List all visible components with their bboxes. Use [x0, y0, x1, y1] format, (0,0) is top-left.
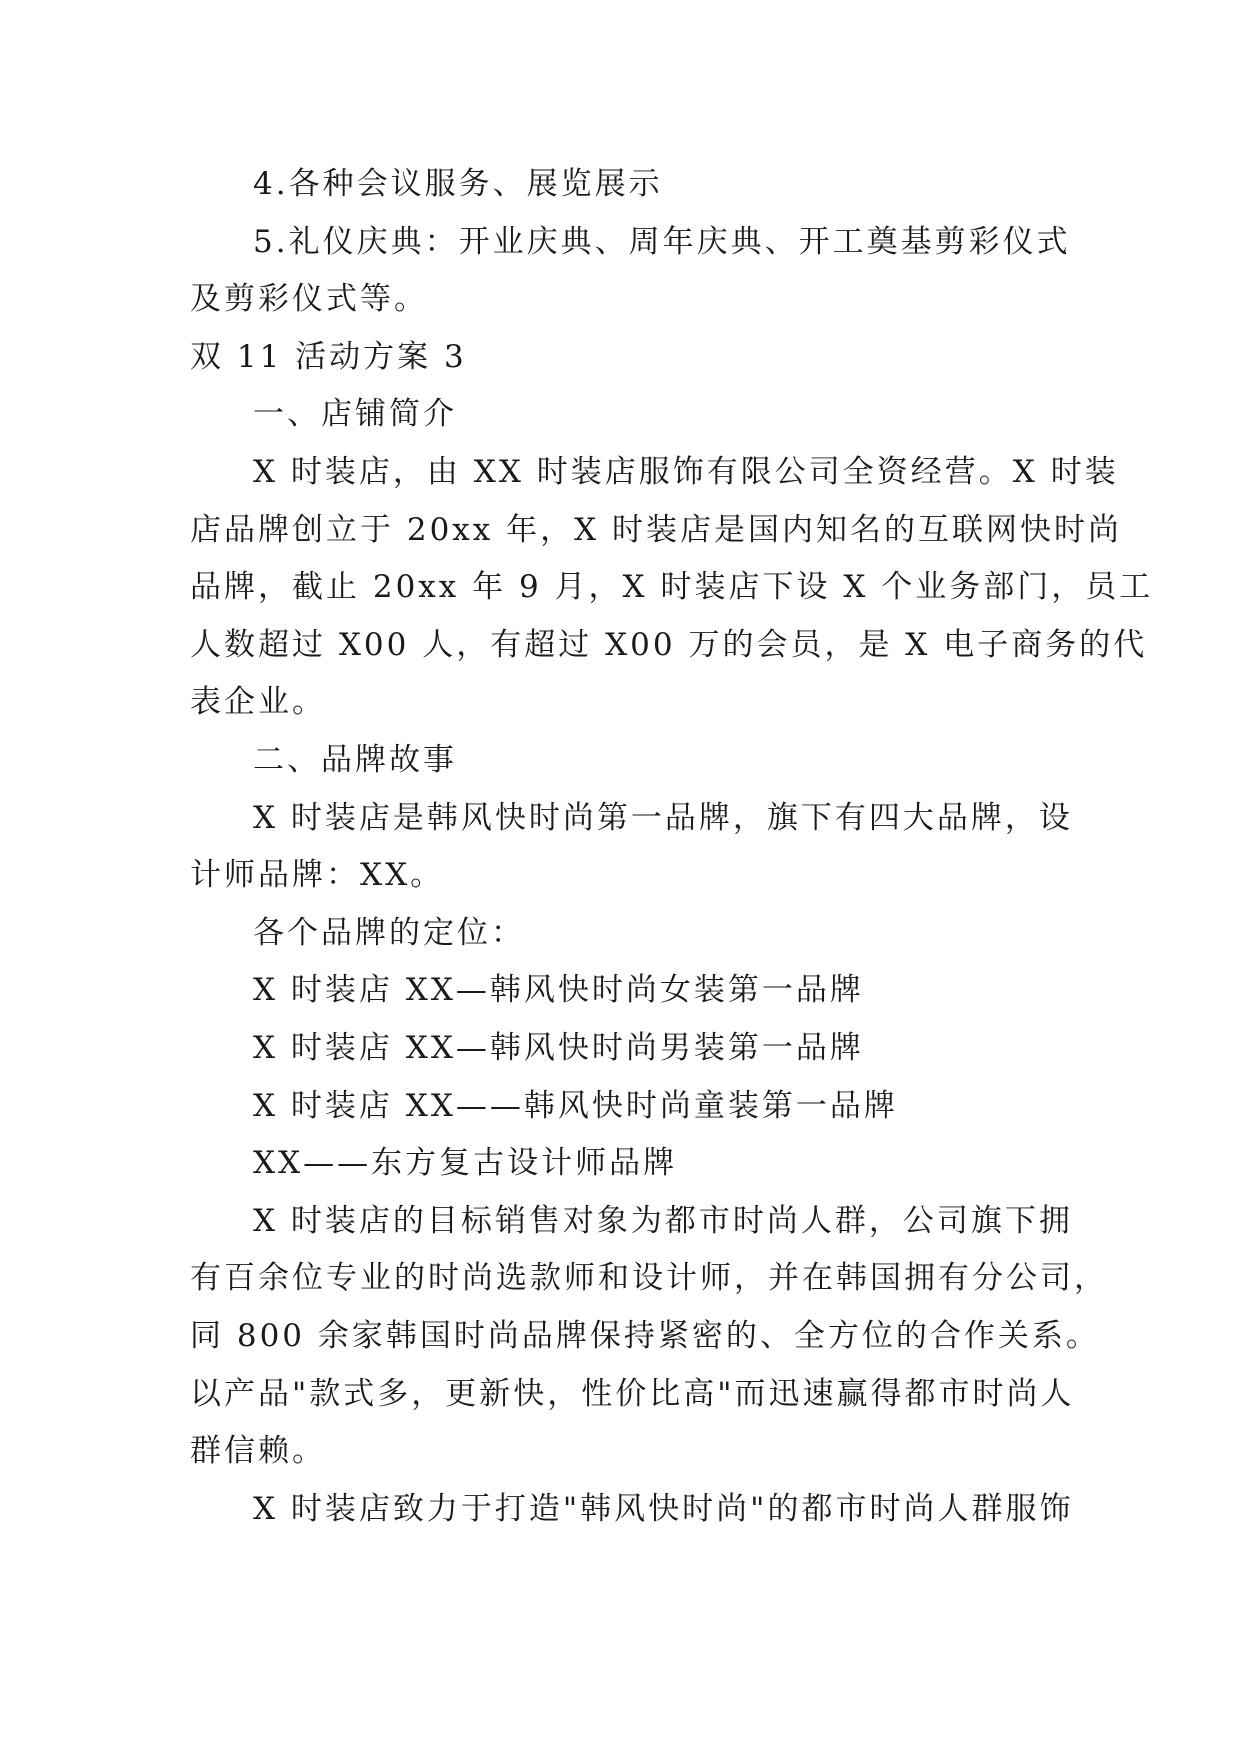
paragraph-line: X 时装店是韩风快时尚第一品牌，旗下有四大品牌，设 — [253, 800, 1073, 836]
brand-positioning-item: X 时装店 XX——韩风快时尚童装第一品牌 — [253, 1088, 898, 1124]
section-title: 双 11 活动方案 3 — [190, 339, 467, 375]
heading-brand-story: 二、品牌故事 — [253, 742, 457, 778]
paragraph-line: 及剪彩仪式等。 — [190, 281, 428, 317]
brand-positioning-item: XX——东方复古设计师品牌 — [253, 1145, 678, 1181]
paragraph-line: 各个品牌的定位： — [253, 915, 525, 951]
paragraph-line: 同 800 余家韩国时尚品牌保持紧密的、全方位的合作关系。 — [190, 1318, 1100, 1354]
paragraph-line: 店品牌创立于 20xx 年，X 时装店是国内知名的互联网快时尚 — [190, 512, 1123, 548]
paragraph-line: 表企业。 — [190, 684, 326, 720]
paragraph-line: X 时装店的目标销售对象为都市时尚人群，公司旗下拥 — [253, 1203, 1073, 1239]
paragraph-line: 以产品"款式多，更新快，性价比高"而迅速赢得都市时尚人 — [190, 1376, 1075, 1412]
brand-positioning-item: X 时装店 XX—韩风快时尚男装第一品牌 — [253, 1030, 864, 1066]
paragraph-line: X 时装店致力于打造"韩风快时尚"的都市时尚人群服饰 — [253, 1491, 1074, 1527]
heading-store-intro: 一、店铺简介 — [253, 396, 457, 432]
paragraph-line: 计师品牌：XX。 — [190, 857, 445, 893]
paragraph-line: 群信赖。 — [190, 1433, 326, 1469]
list-item-meeting-services: 4.各种会议服务、展览展示 — [253, 166, 663, 202]
brand-positioning-item: X 时装店 XX—韩风快时尚女装第一品牌 — [253, 972, 864, 1008]
paragraph-line: 有百余位专业的时尚选款师和设计师，并在韩国拥有分公司， — [190, 1260, 1108, 1296]
paragraph-line: 人数超过 X00 人，有超过 X00 万的会员，是 X 电子商务的代 — [190, 627, 1148, 663]
list-item-ceremonies: 5.礼仪庆典：开业庆典、周年庆典、开工奠基剪彩仪式 — [253, 224, 1071, 260]
paragraph-line: X 时装店，由 XX 时装店服饰有限公司全资经营。X 时装 — [253, 454, 1119, 490]
paragraph-line: 品牌，截止 20xx 年 9 月，X 时装店下设 X 个业务部门，员工 — [190, 569, 1154, 605]
